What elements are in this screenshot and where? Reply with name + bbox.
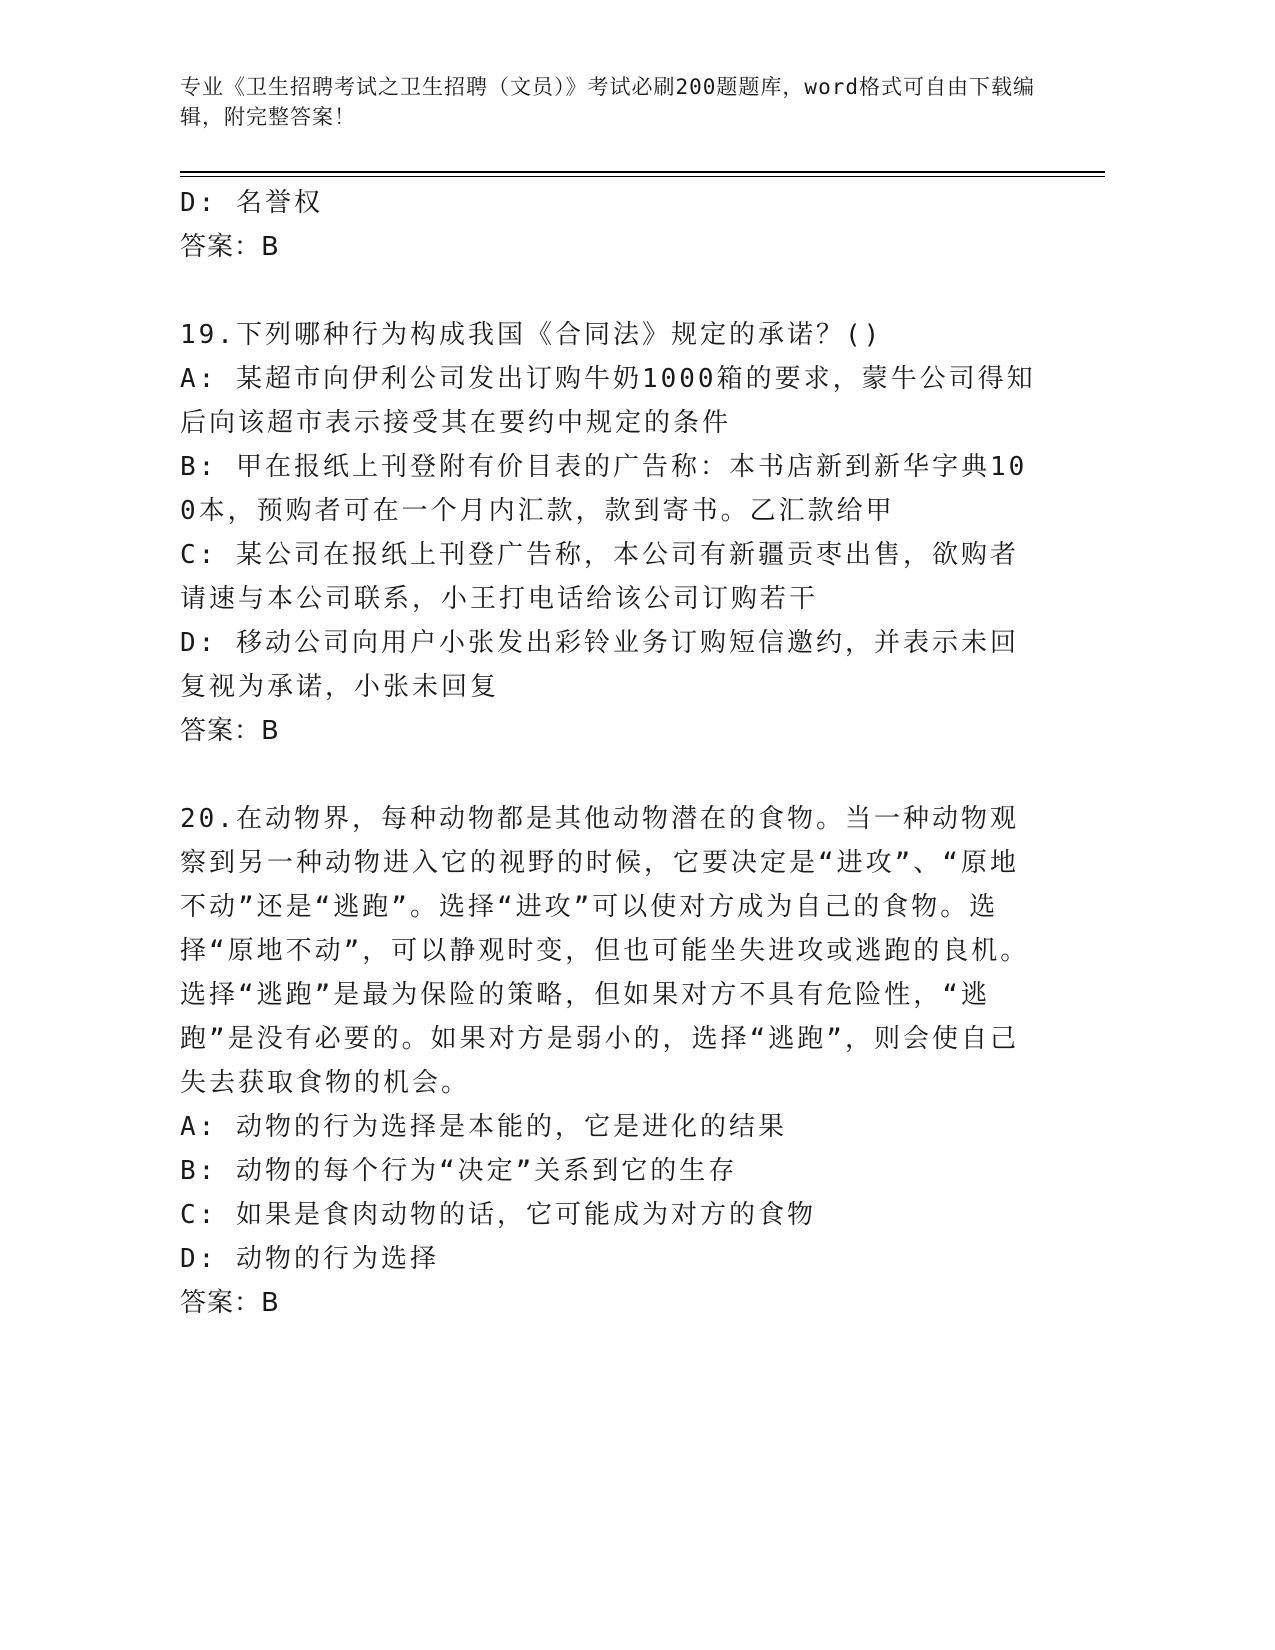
question-20-option-c: C: 如果是食肉动物的话，它可能成为对方的食物: [180, 1200, 816, 1230]
spacer: [180, 753, 1040, 797]
header-divider-thin: [180, 176, 1105, 177]
question-19-option-d: D: 移动公司向用户小张发出彩铃业务订购短信邀约，并表示未回复视为承诺，小张未回复: [180, 628, 1019, 702]
question-20-option-d: D: 动物的行为选择: [180, 1244, 439, 1274]
question-19-option-a: A: 某超市向伊利公司发出订购牛奶1000箱的要求，蒙牛公司得知后向该超市表示接受其在要约中规定的条件: [180, 364, 1036, 438]
prev-answer: 答案：B: [180, 232, 280, 262]
question-20-answer: 答案：B: [180, 1288, 280, 1318]
question-19-option-c: C: 某公司在报纸上刊登广告称，本公司有新疆贡枣出售，欲购者请速与本公司联系，小王打电话给该公司订购若干: [180, 540, 1019, 614]
prev-option-d: D: 名誉权: [180, 188, 323, 218]
question-19-stem: 19.下列哪种行为构成我国《合同法》规定的承诺？(): [180, 320, 883, 350]
spacer: [180, 269, 1040, 313]
question-19-answer: 答案：B: [180, 716, 280, 746]
question-content: [180, 181, 1040, 1325]
document-header: 专业《卫生招聘考试之卫生招聘（文员）》考试必刷200题题库，word格式可自由下载编辑，附完整答案！: [180, 75, 1035, 129]
question-20-option-a: A: 动物的行为选择是本能的，它是进化的结果: [180, 1112, 787, 1142]
question-20-stem: 20.在动物界，每种动物都是其他动物潜在的食物。当一种动物观察到另一种动物进入它的视野的时候，它要决定是“进攻”、“原地不动”还是“逃跑”。选择“进攻”可以使对方成为自己的食物。选择“原地不动”，可以静观时变，但也可能坐失进攻或逃跑的良机。选择“逃跑”是最为保险的策略，但如果对方不具有危险性，“逃跑”是没有必要的。如果对方是弱小的，选择“逃跑”，则会使自己失去获取食物的机会。: [180, 804, 1030, 1098]
question-19: [180, 313, 1040, 753]
question-20-option-b: B: 动物的每个行为“决定”关系到它的生存: [180, 1156, 738, 1186]
header-divider-thick: [180, 171, 1105, 173]
question-20: [180, 797, 1040, 1325]
question-19-option-b: B: 甲在报纸上刊登附有价目表的广告称：本书店新到新华字典100本，预购者可在一个月内汇款，款到寄书。乙汇款给甲: [180, 452, 1028, 526]
